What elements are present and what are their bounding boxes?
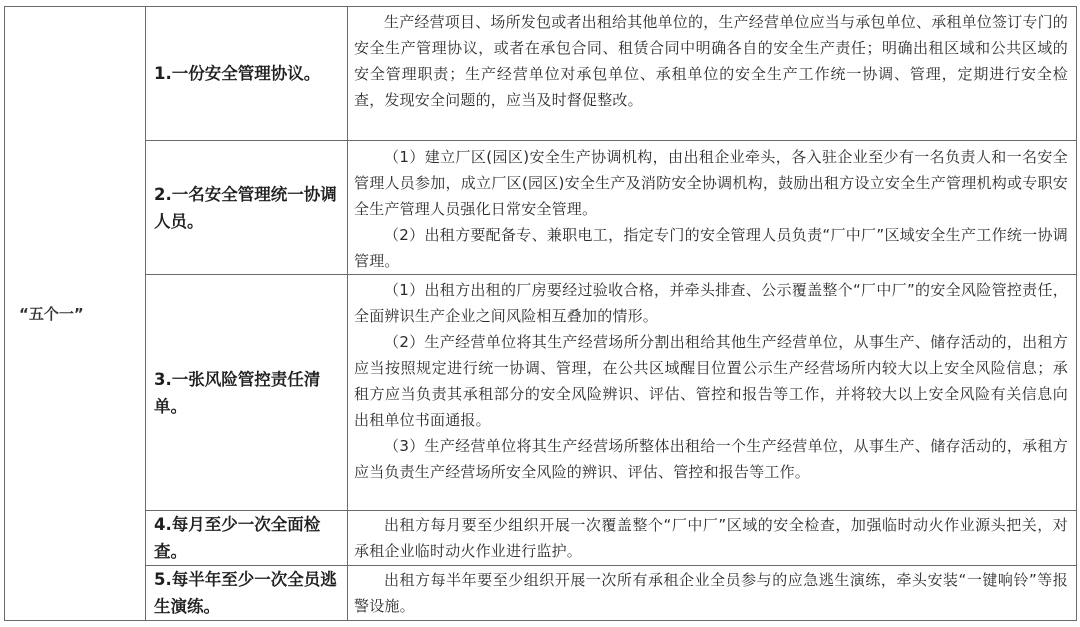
item-title: 4.每月至少一次全面检查。 [146, 511, 348, 566]
measures-table [4, 6, 1077, 621]
item-detail [348, 7, 1077, 141]
item-detail [348, 511, 1077, 566]
detail-paragraph: 出租方每月要至少组织开展一次覆盖整个“厂中厂”区域的安全检查，加强临时动火作业源头把关，对承租企业临时动火作业进行监护。 [354, 516, 1068, 560]
table-row [5, 7, 1077, 141]
detail-paragraph: （3）生产经营单位将其生产经营场所整体出租给一个生产经营单位，从事生产、储存活动的，承租方应当负责生产经营场所安全风险的辨识、评估、管控和报告等工作。 [354, 437, 1068, 481]
detail-paragraph: 出租方每半年要至少组织开展一次所有承租企业全员参与的应急逃生演练，牵头安装“一键响铃”等报警设施。 [354, 571, 1068, 615]
item-title: 3.一张风险管控责任清单。 [146, 275, 348, 511]
detail-paragraph: 生产经营项目、场所发包或者出租给其他单位的，生产经营单位应当与承包单位、承租单位签订专门的安全生产管理协议，或者在承包合同、租赁合同中明确各自的安全生产责任；明确出租区域和公共区域的安全管理职责；生产经营单位对承包单位、承租单位的安全生产工作统一协调、管理，定期进行安全检查，发现安全问题的，应当及时督促整改。 [354, 13, 1069, 109]
item-title: 5.每半年至少一次全员逃生演练。 [146, 566, 348, 621]
table-row [5, 511, 1077, 566]
detail-paragraph: （2）生产经营单位将其生产经营场所分割出租给其他生产经营单位，从事生产、储存活动的，出租方应当按照规定进行统一协调、管理，在公共区域醒目位置公示生产经营场所内较大以上安全风险信息；承租方应当负责其承租部分的安全风险辨识、评估、管控和报告等工作，并将较大以上安全风险有关信息向出租单位书面通报。 [354, 333, 1068, 429]
item-detail [348, 275, 1077, 511]
item-detail [348, 141, 1077, 275]
item-title: 2.一名安全管理统一协调人员。 [146, 141, 348, 275]
item-detail [348, 566, 1077, 621]
detail-paragraph: （1）出租方出租的厂房要经过验收合格，并牵头排查、公示覆盖整个“厂中厂”的安全风险管控责任，全面辨识生产企业之间风险相互叠加的情形。 [354, 281, 1068, 325]
table-row [5, 566, 1077, 621]
detail-paragraph: （1）建立厂区(园区)安全生产协调机构，由出租企业牵头，各入驻企业至少有一名负责人和一名安全管理人员参加，成立厂区(园区)安全生产及消防安全协调机构，鼓励出租方设立安全生产管理机构或专职安全生产管理人员强化日常安全管理。 [354, 148, 1068, 218]
group-label: “五个一” [5, 7, 146, 621]
table-row [5, 141, 1077, 275]
item-title: 1.一份安全管理协议。 [146, 7, 348, 141]
table-row [5, 275, 1077, 511]
detail-paragraph: （2）出租方要配备专、兼职电工，指定专门的安全管理人员负责“厂中厂”区域安全生产工作统一协调管理。 [354, 226, 1068, 270]
